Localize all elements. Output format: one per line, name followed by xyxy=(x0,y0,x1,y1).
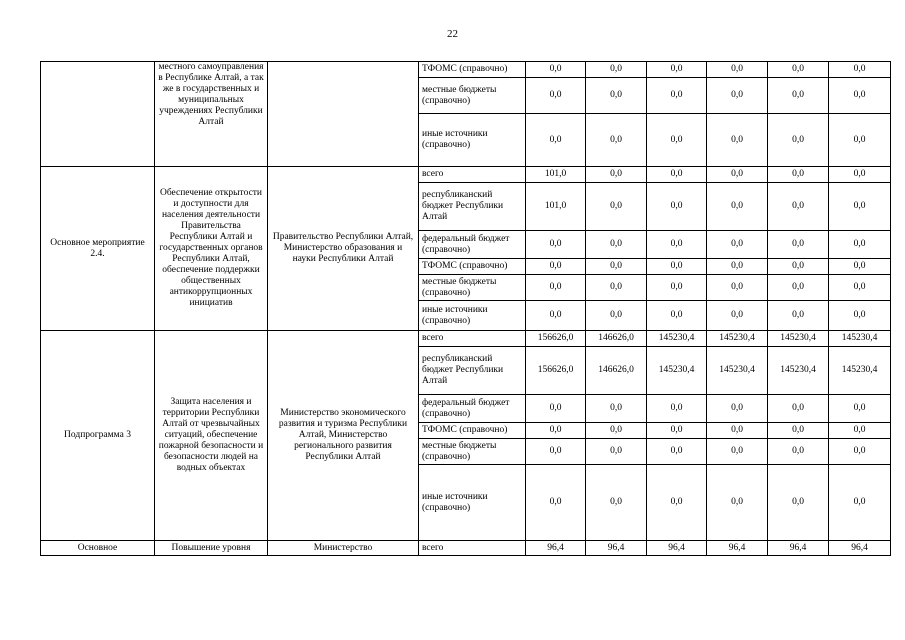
funding-value: 0,0 xyxy=(707,301,768,331)
funding-value: 0,0 xyxy=(829,78,891,114)
funding-value: 145230,4 xyxy=(768,331,829,347)
funding-value: 0,0 xyxy=(647,301,707,331)
funding-value: 0,0 xyxy=(586,183,647,231)
funding-value: 0,0 xyxy=(829,301,891,331)
funding-value: 0,0 xyxy=(586,167,647,183)
funding-value: 0,0 xyxy=(647,275,707,301)
funding-value: 0,0 xyxy=(768,423,829,439)
funding-value: 0,0 xyxy=(526,395,586,423)
funding-value: 0,0 xyxy=(586,439,647,465)
funding-value: 0,0 xyxy=(526,301,586,331)
page-number: 22 xyxy=(447,28,458,40)
row-responsible: Министерство экономического развития и туризма Республики Алтай, Министерство регионального развития Республики Алтай xyxy=(268,331,419,541)
funding-value: 96,4 xyxy=(707,541,768,556)
row-name xyxy=(41,62,155,167)
funding-value: 0,0 xyxy=(829,231,891,259)
funding-value: 0,0 xyxy=(707,62,768,78)
row-responsible: Правительство Республики Алтай, Министерство образования и науки Республики Алтай xyxy=(268,167,419,331)
funding-value: 0,0 xyxy=(829,183,891,231)
funding-value: 145230,4 xyxy=(829,347,891,395)
funding-value: 0,0 xyxy=(707,423,768,439)
funding-value: 0,0 xyxy=(647,395,707,423)
funding-source: всего xyxy=(419,167,526,183)
funding-value: 145230,4 xyxy=(768,347,829,395)
funding-value: 0,0 xyxy=(586,465,647,541)
funding-value: 0,0 xyxy=(768,231,829,259)
funding-value: 96,4 xyxy=(647,541,707,556)
funding-value: 0,0 xyxy=(829,114,891,167)
funding-value: 0,0 xyxy=(768,78,829,114)
funding-value: 0,0 xyxy=(707,275,768,301)
funding-value: 0,0 xyxy=(707,183,768,231)
funding-value: 145230,4 xyxy=(829,331,891,347)
funding-value: 0,0 xyxy=(647,439,707,465)
funding-value: 0,0 xyxy=(647,231,707,259)
funding-value: 0,0 xyxy=(526,78,586,114)
funding-value: 0,0 xyxy=(829,167,891,183)
row-description: Защита населения и территории Республики Алтай от чрезвычайных ситуаций, обеспечение пожарной безопасности и безопасности людей на водных объектах xyxy=(155,331,268,541)
funding-value: 0,0 xyxy=(829,439,891,465)
funding-value: 0,0 xyxy=(768,183,829,231)
funding-value: 0,0 xyxy=(526,439,586,465)
funding-value: 0,0 xyxy=(526,62,586,78)
funding-source: иные источники (справочно) xyxy=(419,301,526,331)
funding-source: ТФОМС (справочно) xyxy=(419,62,526,78)
table-row xyxy=(41,167,891,183)
funding-value: 156626,0 xyxy=(526,347,586,395)
funding-source: федеральный бюджет (справочно) xyxy=(419,231,526,259)
row-responsible xyxy=(268,62,419,167)
funding-value: 0,0 xyxy=(768,259,829,275)
funding-source: республиканский бюджет Республики Алтай xyxy=(419,183,526,231)
funding-value: 0,0 xyxy=(768,395,829,423)
funding-source: местные бюджеты (справочно) xyxy=(419,78,526,114)
funding-value: 0,0 xyxy=(647,62,707,78)
funding-value: 0,0 xyxy=(707,259,768,275)
funding-value: 0,0 xyxy=(768,62,829,78)
funding-value: 0,0 xyxy=(829,259,891,275)
funding-source: ТФОМС (справочно) xyxy=(419,423,526,439)
funding-source: всего xyxy=(419,331,526,347)
funding-value: 0,0 xyxy=(647,423,707,439)
funding-value: 146626,0 xyxy=(586,347,647,395)
row-description: местного самоуправления в Республике Алтай, а так же в государственных и муниципальных учреждениях Республики Алтай xyxy=(155,62,268,167)
funding-value: 0,0 xyxy=(647,259,707,275)
funding-value: 0,0 xyxy=(526,231,586,259)
table-row xyxy=(41,62,891,78)
funding-source: местные бюджеты (справочно) xyxy=(419,439,526,465)
funding-value: 0,0 xyxy=(707,114,768,167)
funding-value: 145230,4 xyxy=(707,331,768,347)
funding-value: 0,0 xyxy=(586,78,647,114)
funding-value: 0,0 xyxy=(707,78,768,114)
funding-source: местные бюджеты (справочно) xyxy=(419,275,526,301)
funding-value: 0,0 xyxy=(707,231,768,259)
funding-value: 0,0 xyxy=(586,231,647,259)
row-description: Повышение уровня xyxy=(155,541,268,556)
funding-value: 0,0 xyxy=(768,465,829,541)
funding-value: 145230,4 xyxy=(707,347,768,395)
funding-value: 0,0 xyxy=(526,465,586,541)
funding-value: 0,0 xyxy=(768,439,829,465)
funding-value: 0,0 xyxy=(586,114,647,167)
funding-value: 0,0 xyxy=(647,465,707,541)
funding-value: 0,0 xyxy=(647,167,707,183)
financing-table xyxy=(40,61,891,556)
funding-source: федеральный бюджет (справочно) xyxy=(419,395,526,423)
funding-value: 0,0 xyxy=(586,62,647,78)
funding-value: 0,0 xyxy=(829,62,891,78)
funding-value: 0,0 xyxy=(647,78,707,114)
table-row xyxy=(41,331,891,347)
funding-value: 0,0 xyxy=(526,259,586,275)
funding-value: 0,0 xyxy=(586,395,647,423)
funding-value: 0,0 xyxy=(768,167,829,183)
funding-value: 96,4 xyxy=(526,541,586,556)
funding-value: 0,0 xyxy=(586,301,647,331)
funding-value: 0,0 xyxy=(586,275,647,301)
funding-value: 101,0 xyxy=(526,183,586,231)
funding-value: 0,0 xyxy=(647,183,707,231)
table-row xyxy=(41,541,891,556)
funding-value: 96,4 xyxy=(829,541,891,556)
funding-value: 0,0 xyxy=(707,465,768,541)
funding-value: 101,0 xyxy=(526,167,586,183)
funding-value: 0,0 xyxy=(707,395,768,423)
funding-source: всего xyxy=(419,541,526,556)
funding-source: иные источники (справочно) xyxy=(419,114,526,167)
funding-value: 145230,4 xyxy=(647,331,707,347)
funding-value: 0,0 xyxy=(829,423,891,439)
funding-value: 0,0 xyxy=(768,114,829,167)
funding-value: 146626,0 xyxy=(586,331,647,347)
funding-value: 96,4 xyxy=(586,541,647,556)
funding-source: иные источники (справочно) xyxy=(419,465,526,541)
funding-value: 156626,0 xyxy=(526,331,586,347)
row-name: Подпрограмма 3 xyxy=(41,331,155,541)
row-responsible: Министерство xyxy=(268,541,419,556)
funding-value: 0,0 xyxy=(707,167,768,183)
funding-value: 0,0 xyxy=(526,275,586,301)
row-name: Основное мероприятие 2.4. xyxy=(41,167,155,331)
funding-value: 0,0 xyxy=(829,275,891,301)
funding-value: 0,0 xyxy=(586,259,647,275)
row-description: Обеспечение открытости и доступности для населения деятельности Правительства Республики Алтай и государственных органов Республики Алтай, обеспечение поддержки общественных антикоррупционных инициатив xyxy=(155,167,268,331)
funding-value: 0,0 xyxy=(768,301,829,331)
funding-source: республиканский бюджет Республики Алтай xyxy=(419,347,526,395)
funding-value: 0,0 xyxy=(707,439,768,465)
funding-value: 0,0 xyxy=(526,423,586,439)
funding-value: 0,0 xyxy=(829,395,891,423)
funding-value: 0,0 xyxy=(647,114,707,167)
funding-value: 96,4 xyxy=(768,541,829,556)
funding-value: 145230,4 xyxy=(647,347,707,395)
row-name: Основное xyxy=(41,541,155,556)
funding-value: 0,0 xyxy=(586,423,647,439)
funding-value: 0,0 xyxy=(829,465,891,541)
funding-value: 0,0 xyxy=(526,114,586,167)
funding-source: ТФОМС (справочно) xyxy=(419,259,526,275)
funding-value: 0,0 xyxy=(768,275,829,301)
